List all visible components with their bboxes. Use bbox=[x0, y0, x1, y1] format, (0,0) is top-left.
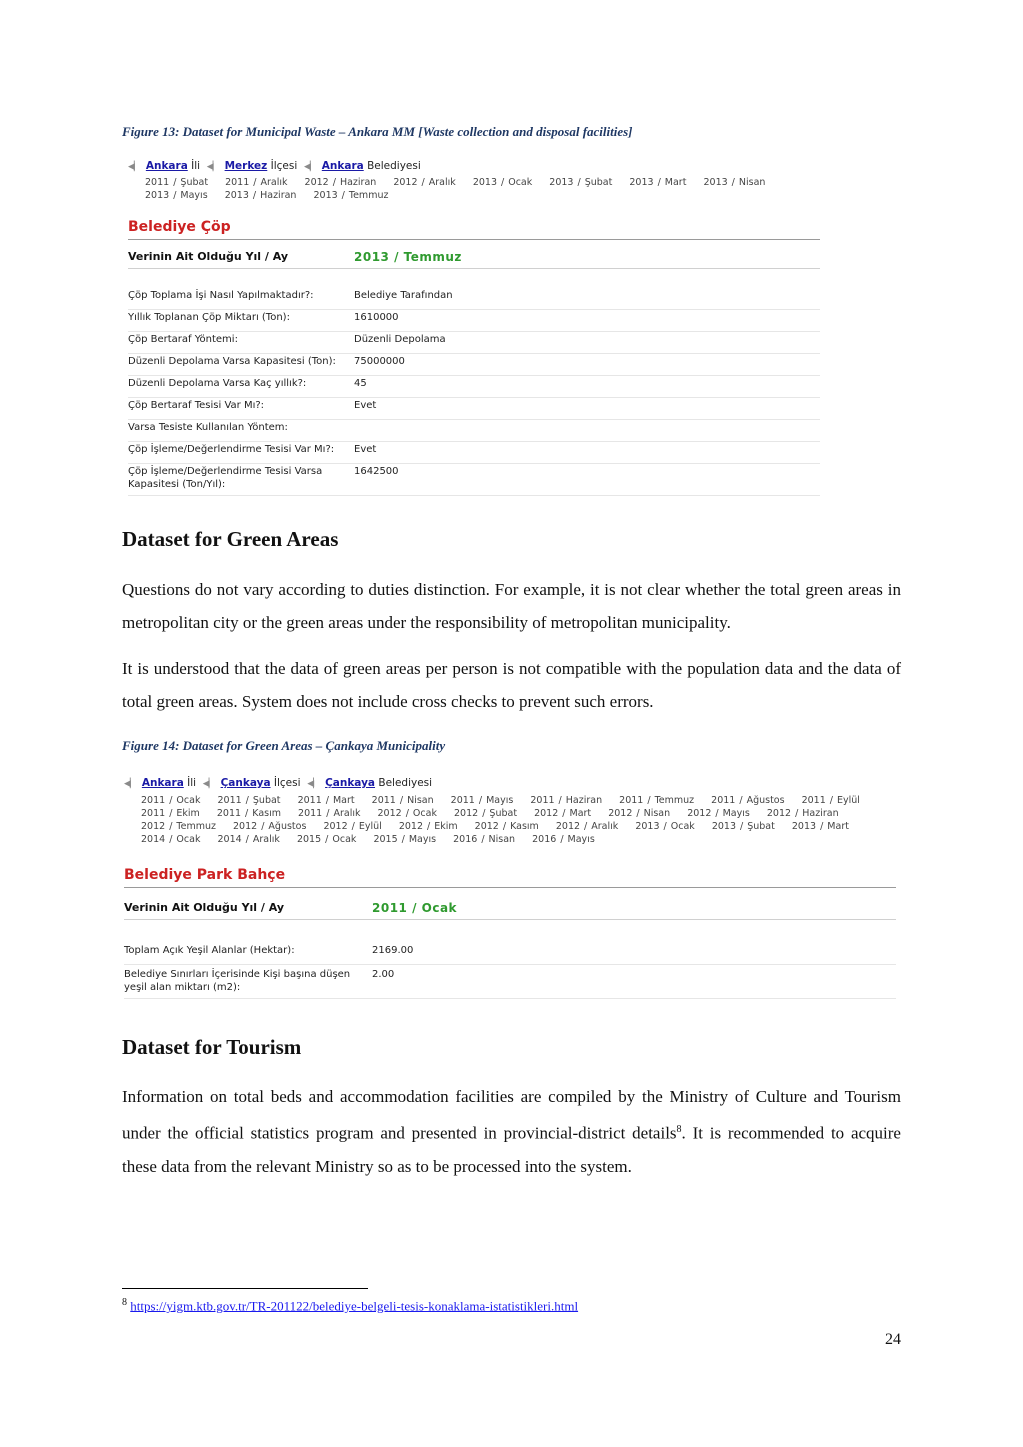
section-heading-tourism: Dataset for Tourism bbox=[122, 1035, 302, 1059]
figure-14-screenshot bbox=[124, 775, 896, 1003]
table-row bbox=[128, 289, 820, 310]
table-row bbox=[128, 355, 820, 376]
period-label: Verinin Ait Olduğu Yıl / Ay bbox=[128, 250, 289, 263]
period-date-link[interactable]: 2011 / Aralık bbox=[298, 808, 361, 819]
period-date-link[interactable]: 2012 / Şubat bbox=[454, 808, 518, 819]
paragraph-text: . It is recommended to acquire these data from the relevant Ministry so as to be processed into the system. bbox=[122, 1123, 901, 1176]
table-row bbox=[128, 443, 820, 464]
section-title: Belediye Park Bahçe bbox=[124, 867, 286, 883]
period-date-link[interactable]: 2012 / Kasım bbox=[474, 821, 539, 832]
breadcrumb-link-municipality[interactable]: Çankaya bbox=[325, 777, 376, 789]
period-date-link[interactable]: 2011 / Kasım bbox=[216, 808, 282, 819]
breadcrumb-link-province[interactable]: Ankara bbox=[141, 777, 184, 789]
period-date-link[interactable]: 2013 / Şubat bbox=[549, 177, 613, 188]
footnote bbox=[122, 1297, 578, 1314]
period-date-link[interactable]: 2013 / Temmuz bbox=[313, 190, 389, 201]
period-date-link[interactable]: 2012 / Haziran bbox=[766, 808, 839, 819]
period-date-link[interactable]: 2011 / Haziran bbox=[530, 795, 603, 806]
footnote-number: 8 bbox=[122, 1297, 127, 1308]
table-row bbox=[128, 421, 820, 442]
page-number: 24 bbox=[885, 1331, 901, 1348]
period-date-link[interactable]: 2012 / Ocak bbox=[377, 808, 437, 819]
breadcrumb-suffix: İli bbox=[191, 160, 201, 172]
row-key: Düzenli Depolama Varsa Kaç yıllık?: bbox=[128, 378, 307, 389]
period-date-link[interactable]: 2012 / Nisan bbox=[608, 808, 671, 819]
row-value: 1610000 bbox=[354, 312, 399, 323]
period-value: 2013 / Temmuz bbox=[354, 250, 462, 264]
period-date-link[interactable]: 2016 / Mayıs bbox=[532, 834, 595, 845]
breadcrumb-suffix: İli bbox=[187, 777, 197, 789]
table-row bbox=[128, 465, 820, 496]
nav-arrow-icon: ◀▏ bbox=[206, 162, 219, 172]
figure-14-caption: Figure 14: Dataset for Green Areas – Çankaya Municipality bbox=[122, 738, 446, 753]
period-date-link[interactable]: 2012 / Eylül bbox=[323, 821, 382, 832]
paragraph-text: Information on total beds and accommodation facilities are compiled by the Ministry of Culture and Tourism under the official statistics program and presented in provincial-district details bbox=[122, 1087, 901, 1143]
period-date-link[interactable]: 2013 / Nisan bbox=[703, 177, 766, 188]
row-key: Çöp İşleme/Değerlendirme Tesisi Varsa Kapasitesi (Ton/Yıl): bbox=[128, 466, 323, 490]
period-date-link[interactable]: 2011 / Ekim bbox=[141, 808, 200, 819]
section-heading-green-areas: Dataset for Green Areas bbox=[122, 527, 339, 551]
period-date-link[interactable]: 2013 / Haziran bbox=[224, 190, 297, 201]
period-date-link[interactable]: 2011 / Nisan bbox=[371, 795, 434, 806]
footnote-reference[interactable]: 8 bbox=[676, 1124, 682, 1135]
breadcrumb bbox=[124, 777, 432, 789]
breadcrumb-suffix: Belediyesi bbox=[367, 160, 421, 172]
period-date-link[interactable]: 2012 / Mayıs bbox=[687, 808, 750, 819]
row-key: Varsa Tesiste Kullanılan Yöntem: bbox=[128, 422, 288, 433]
table-row bbox=[128, 311, 820, 332]
period-date-link[interactable]: 2013 / Ocak bbox=[635, 821, 695, 832]
table-row bbox=[124, 968, 896, 999]
period-date-link[interactable]: 2016 / Nisan bbox=[453, 834, 516, 845]
period-date-link[interactable]: 2011 / Temmuz bbox=[619, 795, 695, 806]
period-label: Verinin Ait Olduğu Yıl / Ay bbox=[124, 901, 285, 914]
period-date-link[interactable]: 2013 / Mart bbox=[791, 821, 849, 832]
period-date-link[interactable]: 2011 / Mayıs bbox=[450, 795, 514, 806]
row-key: Çöp Toplama İşi Nasıl Yapılmaktadır?: bbox=[128, 290, 314, 301]
breadcrumb-suffix: İlçesi bbox=[270, 160, 298, 172]
row-value: Evet bbox=[354, 400, 377, 411]
row-key: Çöp Bertaraf Tesisi Var Mı?: bbox=[128, 400, 265, 411]
period-value: 2011 / Ocak bbox=[372, 901, 458, 915]
period-date-link[interactable]: 2013 / Mart bbox=[629, 177, 687, 188]
period-date-link[interactable]: 2015 / Ocak bbox=[296, 834, 357, 845]
section-title: Belediye Çöp bbox=[128, 219, 231, 235]
breadcrumb-suffix: İlçesi bbox=[273, 777, 301, 789]
period-date-link[interactable]: 2011 / Eylül bbox=[801, 795, 860, 806]
divider bbox=[124, 887, 896, 888]
table-row bbox=[128, 377, 820, 398]
row-key: Düzenli Depolama Varsa Kapasitesi (Ton): bbox=[128, 356, 336, 367]
table-row bbox=[124, 944, 896, 965]
breadcrumb-link-district[interactable]: Merkez bbox=[224, 160, 268, 172]
table-row bbox=[128, 399, 820, 420]
period-date-link[interactable]: 2013 / Mayıs bbox=[145, 190, 208, 201]
footnote-link[interactable]: https://yigm.ktb.gov.tr/TR-201122/belediye-belgeli-tesis-konaklama-istatistikleri.html bbox=[130, 1298, 579, 1314]
breadcrumb-link-province[interactable]: Ankara bbox=[145, 160, 188, 172]
period-date-list bbox=[145, 176, 820, 202]
divider bbox=[128, 239, 820, 240]
period-date-link[interactable]: 2011 / Ocak bbox=[141, 795, 201, 806]
period-date-link[interactable]: 2011 / Aralık bbox=[225, 177, 288, 188]
period-date-link[interactable]: 2012 / Aralık bbox=[555, 821, 619, 832]
period-date-link[interactable]: 2011 / Şubat bbox=[145, 177, 209, 188]
footnote-separator bbox=[122, 1288, 368, 1289]
paragraph bbox=[122, 1080, 901, 1183]
period-date-link[interactable]: 2015 / Mayıs bbox=[373, 834, 437, 845]
period-date-link[interactable]: 2013 / Ocak bbox=[472, 177, 533, 188]
row-key: Toplam Açık Yeşil Alanlar (Hektar): bbox=[124, 945, 295, 956]
row-value: Evet bbox=[354, 444, 377, 455]
period-date-link[interactable]: 2012 / Aralık bbox=[393, 177, 456, 188]
nav-arrow-icon: ◀▏ bbox=[124, 779, 136, 789]
figure-13-screenshot bbox=[128, 158, 820, 498]
period-date-link[interactable]: 2011 / Mart bbox=[297, 795, 355, 806]
paragraph: Questions do not vary according to duties distinction. For example, it is not clear whether the total green areas in metropolitan city or the green areas under the responsibility of metropolitan municipality. bbox=[122, 580, 901, 632]
row-key: Çöp Bertaraf Yöntemi: bbox=[128, 334, 238, 345]
row-value: Düzenli Depolama bbox=[354, 334, 446, 345]
period-date-link[interactable]: 2012 / Haziran bbox=[304, 177, 377, 188]
nav-arrow-icon: ◀▏ bbox=[307, 779, 320, 789]
period-date-link[interactable]: 2012 / Temmuz bbox=[141, 821, 216, 832]
row-value: 45 bbox=[354, 378, 367, 389]
breadcrumb bbox=[128, 160, 421, 172]
nav-arrow-icon: ◀▏ bbox=[202, 779, 215, 789]
period-date-link[interactable]: 2012 / Ağustos bbox=[233, 821, 307, 832]
divider bbox=[124, 919, 896, 920]
row-value: 2169.00 bbox=[372, 945, 414, 956]
period-date-link[interactable]: 2014 / Aralık bbox=[217, 834, 280, 845]
table-row bbox=[128, 333, 820, 354]
period-date-list bbox=[141, 794, 896, 846]
breadcrumb-suffix: Belediyesi bbox=[378, 777, 433, 789]
row-key: Çöp İşleme/Değerlendirme Tesisi Var Mı?: bbox=[128, 444, 335, 455]
period-date-link[interactable]: 2013 / Şubat bbox=[711, 821, 775, 832]
period-date-link[interactable]: 2011 / Şubat bbox=[217, 795, 281, 806]
row-value: Belediye Tarafından bbox=[354, 290, 453, 301]
row-value: 2.00 bbox=[372, 969, 395, 980]
row-value: 75000000 bbox=[354, 356, 405, 367]
period-date-link[interactable]: 2012 / Ekim bbox=[398, 821, 458, 832]
divider bbox=[128, 268, 820, 269]
period-date-link[interactable]: 2012 / Mart bbox=[534, 808, 592, 819]
nav-arrow-icon: ◀▏ bbox=[303, 162, 316, 172]
breadcrumb-link-district[interactable]: Çankaya bbox=[220, 777, 271, 789]
period-date-link[interactable]: 2014 / Ocak bbox=[141, 834, 201, 845]
row-key: Belediye Sınırları İçerisinde Kişi başına düşen yeşil alan miktarı (m2): bbox=[124, 969, 351, 993]
period-date-link[interactable]: 2011 / Ağustos bbox=[711, 795, 785, 806]
paragraph: It is understood that the data of green areas per person is not compatible with the population data and the data of total green areas. System does not include cross checks to prevent such errors. bbox=[122, 659, 901, 711]
breadcrumb-link-municipality[interactable]: Ankara bbox=[321, 160, 364, 172]
row-value: 1642500 bbox=[354, 466, 399, 477]
nav-arrow-icon: ◀▏ bbox=[128, 162, 140, 172]
row-key: Yıllık Toplanan Çöp Miktarı (Ton): bbox=[128, 312, 290, 323]
figure-13-caption: Figure 13: Dataset for Municipal Waste – Ankara MM [Waste collection and disposal facilities] bbox=[122, 124, 633, 139]
